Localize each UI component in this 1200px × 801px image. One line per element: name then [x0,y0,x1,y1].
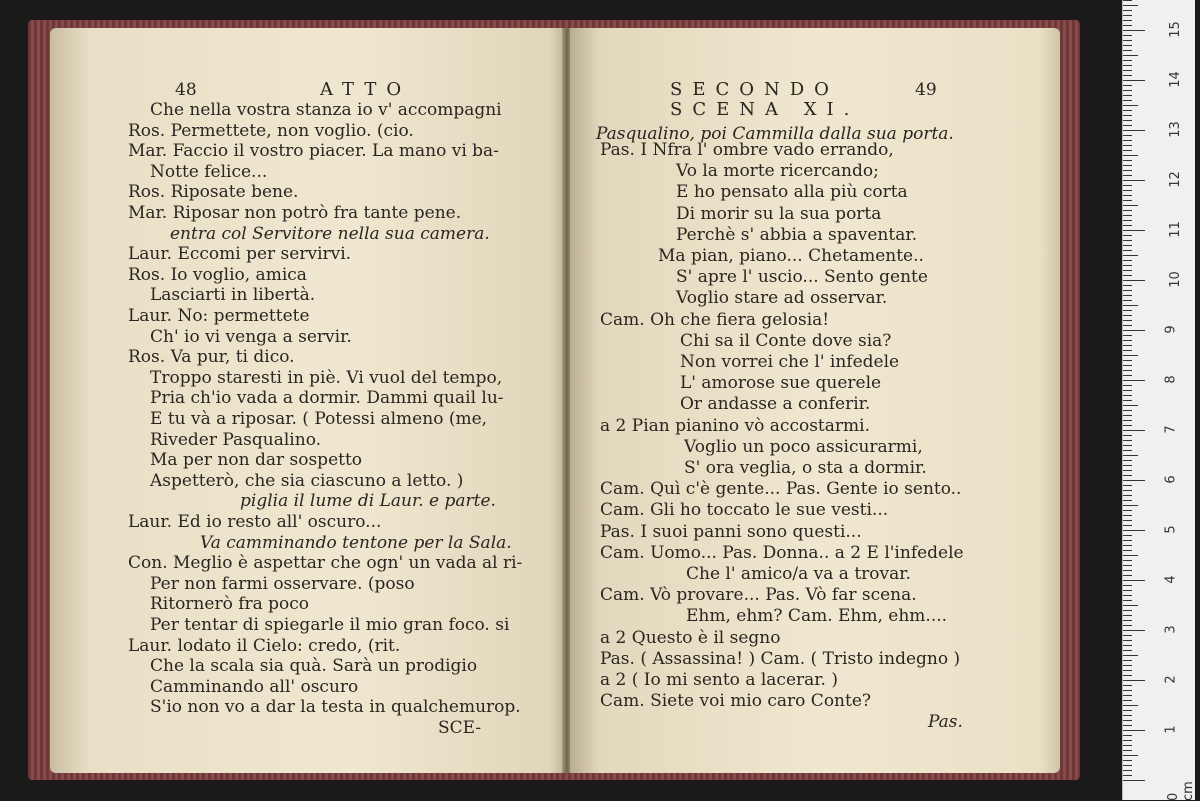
ruler-tick [1123,255,1138,256]
text-line: Pas. ( Assassina! ) Cam. ( Tristo indegno ) [600,648,961,669]
ruler-tick [1123,545,1132,546]
ruler-tick [1123,185,1132,186]
text-line: Non vorrei che l' infedele [680,352,900,372]
ruler-tick [1123,300,1132,301]
text-line: L' amorose sue querele [680,373,882,394]
ruler-tick [1123,705,1138,706]
scene-heading: SCENA XI. [670,99,860,120]
ruler-tick [1123,375,1132,376]
ruler-tick [1123,180,1145,181]
ruler-tick [1123,685,1132,686]
ruler-tick [1123,305,1138,306]
ruler-tick [1123,635,1132,636]
text-line: Di morir su la sua porta [676,203,882,224]
ruler-tick [1123,220,1132,221]
ruler-tick [1123,125,1132,126]
ruler-tick [1123,115,1132,116]
text-line: Ma per non dar sospetto [150,450,363,471]
ruler-tick [1123,20,1132,21]
ruler-tick [1123,135,1132,136]
ruler-tick [1123,505,1138,506]
ruler-tick [1123,45,1132,46]
ruler-tick [1123,725,1132,726]
text-line: Per tentar di spiegarle il mio gran foco. si [150,615,510,635]
ruler-tick [1123,165,1132,166]
ruler-label: 11 [1167,221,1183,238]
ruler-tick [1123,700,1132,701]
ruler-tick [1123,260,1132,261]
ruler-tick [1123,745,1132,746]
ruler-tick [1123,615,1132,616]
text-line: Perchè s' abbia a spaventar. [676,224,917,245]
ruler-tick [1123,480,1145,481]
ruler-tick [1123,10,1132,11]
ruler-tick [1123,270,1132,271]
ruler-tick [1123,435,1132,436]
ruler-tick [1123,275,1132,276]
ruler-tick [1123,500,1132,501]
text-line: Ehm, ehm? Cam. Ehm, ehm.... [686,606,948,627]
ruler-tick [1123,120,1132,121]
stage-direction: Pasqualino, poi Cammilla dalla sua porta. [596,124,954,144]
ruler-tick [1123,355,1138,356]
ruler-label: 2 [1163,675,1179,684]
text-line: Camminando all' oscuro [150,676,359,697]
ruler-label: 7 [1163,425,1179,434]
text-line: Laur. Eccomi per servirvi. [128,244,352,265]
text-line: Voglio un poco assicurarmi, [684,436,923,457]
ruler-tick [1123,400,1132,401]
ruler-tick [1123,340,1132,341]
ruler-tick [1123,5,1138,6]
ruler-tick [1123,640,1132,641]
ruler-tick [1123,100,1132,101]
ruler-tick [1123,370,1132,371]
ruler-tick [1123,570,1132,571]
ruler-tick [1123,215,1132,216]
ruler-tick [1123,495,1132,496]
text-line: Pria ch'io vada a dormir. Dammi quail lu- [150,388,504,409]
ruler-tick [1123,235,1132,236]
ruler-tick [1123,190,1132,191]
ruler-label: 9 [1163,325,1179,334]
ruler-tick [1123,740,1132,741]
ruler-tick [1123,760,1132,761]
ruler-tick [1123,555,1138,556]
text-line: Mar. Riposar non potrò fra tante pene. [128,203,462,223]
text-line: Lasciarti in libertà. [150,285,316,306]
text-line: Cam. Siete voi mio caro Conte? [600,691,872,712]
ruler-tick [1123,625,1132,626]
ruler-tick [1123,350,1132,351]
text-line: Riveder Pasqualino. [150,429,322,450]
ruler-label: 8 [1163,375,1179,384]
open-book [50,28,1060,773]
measurement-ruler [1122,0,1195,800]
ruler-tick [1123,325,1132,326]
ruler-tick [1123,610,1132,611]
text-line: Cam. Uomo... Pas. Donna.. a 2 E l'infedele [600,542,964,563]
ruler-tick [1123,130,1145,131]
ruler-tick [1123,95,1132,96]
ruler-tick [1123,595,1132,596]
text-line: Cam. Vò provare... Pas. Vò far scena. [600,585,917,606]
text-line: Pas. I suoi panni sono questi... [600,521,862,542]
text-line: Che nella vostra stanza io v' accompagni [150,100,502,120]
ruler-tick [1123,245,1132,246]
ruler-tick [1123,430,1145,431]
ruler-tick [1123,365,1132,366]
ruler-tick [1123,660,1132,661]
ruler-tick [1123,650,1132,651]
text-line: Che la scala sia quà. Sarà un prodigio [150,656,478,677]
text-line: entra col Servitore nella sua camera. [170,223,490,244]
ruler-tick [1123,395,1132,396]
ruler-tick [1123,770,1132,771]
ruler-tick [1123,385,1132,386]
ruler-tick [1123,30,1145,31]
ruler-tick [1123,405,1138,406]
ruler-tick [1123,70,1132,71]
ruler-tick [1123,465,1132,466]
ruler-tick [1123,675,1132,676]
ruler-tick [1123,0,1132,1]
text-line: Pas. [928,712,963,733]
ruler-tick [1123,525,1132,526]
ruler-tick [1123,170,1132,171]
ruler-tick [1123,210,1132,211]
ruler-tick [1123,765,1132,766]
ruler-tick [1123,440,1132,441]
ruler-tick [1123,80,1145,81]
ruler-tick [1123,265,1132,266]
text-line: Pas. I Nfra l' ombre vado errando, [600,140,894,160]
ruler-label: 13 [1167,121,1183,138]
ruler-tick [1123,515,1132,516]
left-page-number: 48 [175,80,197,100]
ruler-tick [1123,695,1132,696]
ruler-tick [1123,450,1132,451]
ruler-tick [1123,560,1132,561]
ruler-tick [1123,690,1132,691]
ruler-tick [1123,65,1132,66]
text-line: a 2 ( Io mi sento a lacerar. ) [600,670,838,690]
ruler-tick [1123,175,1132,176]
ruler-tick [1123,735,1132,736]
ruler-tick [1123,335,1132,336]
ruler-tick [1123,195,1132,196]
ruler-tick [1123,15,1132,16]
text-line: Cam. Oh che fiera gelosia! [600,309,830,330]
text-line: S' ora veglia, o sta a dormir. [684,458,927,478]
text-line: Ros. Riposate bene. [128,182,299,203]
text-line: Voglio stare ad osservar. [676,288,888,309]
ruler-tick [1123,310,1132,311]
ruler-label: 0 cm [1166,781,1196,801]
ruler-tick [1123,470,1132,471]
ruler-label: 10 [1167,271,1183,288]
ruler-tick [1123,445,1132,446]
ruler-tick [1123,645,1132,646]
ruler-tick [1123,750,1132,751]
ruler-tick [1123,160,1132,161]
text-line: Mar. Faccio il vostro piacer. La mano vi ba- [128,141,499,162]
text-line: Va camminando tentone per la Sala. [200,532,512,553]
ruler-tick [1123,225,1132,226]
ruler-tick [1123,535,1132,536]
ruler-tick [1123,600,1132,601]
text-line: Ros. Permettete, non voglio. (cio. [128,120,414,141]
ruler-tick [1123,280,1145,281]
ruler-tick [1123,720,1132,721]
ruler-tick [1123,25,1132,26]
text-line: Chi sa il Conte dove sia? [680,330,892,351]
ruler-tick [1123,105,1138,106]
ruler-tick [1123,665,1132,666]
ruler-tick [1123,540,1132,541]
text-line: S'io non vo a dar la testa in qualchemurop. [150,697,521,718]
text-line: SCE- [438,718,482,738]
left-running-head: ATTO [320,79,412,100]
text-line: E tu và a riposar. ( Potessi almeno (me, [150,409,488,429]
text-line: Ros. Va pur, ti dico. [128,347,295,368]
ruler-tick [1123,315,1132,316]
text-line: Ritornerò fra poco [150,594,310,615]
ruler-tick [1123,475,1132,476]
ruler-tick [1123,590,1132,591]
ruler-tick [1123,605,1138,606]
ruler-tick [1123,390,1132,391]
text-line: piglia il lume di Laur. e parte. [240,491,496,512]
text-line: Cam. Quì c'è gente... Pas. Gente io sento.. [600,479,962,500]
ruler-tick [1123,410,1132,411]
ruler-tick [1123,520,1132,521]
ruler-tick [1123,75,1132,76]
ruler-tick [1123,250,1132,251]
ruler-tick [1123,425,1132,426]
ruler-tick [1123,150,1132,151]
right-page [570,28,1060,773]
ruler-tick [1123,565,1132,566]
ruler-tick [1123,715,1132,716]
ruler-tick [1123,620,1132,621]
text-line: Laur. Ed io resto all' oscuro... [128,512,382,532]
ruler-label: 4 [1163,575,1179,584]
text-line: Notte felice... [150,161,268,182]
ruler-tick [1123,710,1132,711]
ruler-tick [1123,585,1132,586]
text-line: E ho pensato alla più corta [676,182,908,203]
ruler-tick [1123,155,1138,156]
ruler-tick [1123,755,1138,756]
ruler-tick [1123,320,1132,321]
ruler-tick [1123,330,1145,331]
ruler-tick [1123,145,1132,146]
ruler-tick [1123,285,1132,286]
ruler-tick [1123,550,1132,551]
left-page [50,28,565,773]
text-line: Con. Meglio è aspettar che ogn' un vada al ri- [128,553,523,574]
ruler-tick [1123,655,1138,656]
ruler-tick [1123,35,1132,36]
ruler-label: 12 [1167,171,1183,188]
ruler-tick [1123,110,1132,111]
text-line: Per non farmi osservare. (poso [150,573,415,594]
ruler-tick [1123,50,1132,51]
ruler-tick [1123,490,1132,491]
text-line: Aspetterò, che sia ciascuno a letto. ) [150,470,464,491]
ruler-tick [1123,345,1132,346]
ruler-tick [1123,580,1145,581]
ruler-label: 3 [1163,625,1179,634]
ruler-tick [1123,85,1132,86]
text-line: S' apre l' uscio... Sento gente [676,267,928,288]
ruler-tick [1123,240,1132,241]
ruler-tick [1123,140,1132,141]
ruler-tick [1123,775,1132,776]
text-line: a 2 Pian pianino vò accostarmi. [600,415,870,436]
ruler-tick [1123,420,1132,421]
ruler-tick [1123,60,1132,61]
text-line: Troppo staresti in piè. Vi vuol del tempo, [150,367,503,388]
ruler-tick [1123,360,1132,361]
ruler-tick [1123,780,1145,781]
text-line: a 2 Questo è il segno [600,627,781,648]
ruler-tick [1123,485,1132,486]
text-line: Ch' io vi venga a servir. [150,326,352,347]
ruler-tick [1123,730,1145,731]
text-line: Laur. lodato il Cielo: credo, (rit. [128,635,401,656]
ruler-tick [1123,290,1132,291]
ruler-tick [1123,55,1138,56]
ruler-tick [1123,530,1145,531]
right-running-head: SECONDO [670,79,839,100]
text-line: Cam. Gli ho toccato le sue vesti... [600,500,889,521]
text-line: Che l' amico/a va a trovar. [686,564,911,584]
ruler-tick [1123,205,1138,206]
text-line: Vo la morte ricercando; [676,161,879,182]
text-line: Ros. Io voglio, amica [128,264,307,285]
ruler-tick [1123,230,1145,231]
ruler-tick [1123,510,1132,511]
ruler-label: 15 [1167,21,1183,38]
ruler-tick [1123,460,1132,461]
ruler-label: 14 [1167,71,1183,88]
ruler-tick [1123,40,1132,41]
ruler-tick [1123,670,1132,671]
ruler-label: 6 [1163,475,1179,484]
text-line: Laur. No: permettete [128,306,310,326]
ruler-tick [1123,630,1145,631]
ruler-tick [1123,415,1132,416]
text-line: Or andasse a conferir. [680,394,871,415]
ruler-tick [1123,90,1132,91]
ruler-tick [1123,455,1138,456]
ruler-tick [1123,295,1132,296]
ruler-label: 1 [1163,725,1179,734]
ruler-label: 5 [1163,525,1179,534]
ruler-tick [1123,200,1132,201]
right-page-number: 49 [915,80,937,100]
ruler-tick [1123,575,1132,576]
text-line: Ma pian, piano... Chetamente.. [658,246,924,266]
ruler-tick [1123,680,1145,681]
ruler-tick [1123,380,1145,381]
